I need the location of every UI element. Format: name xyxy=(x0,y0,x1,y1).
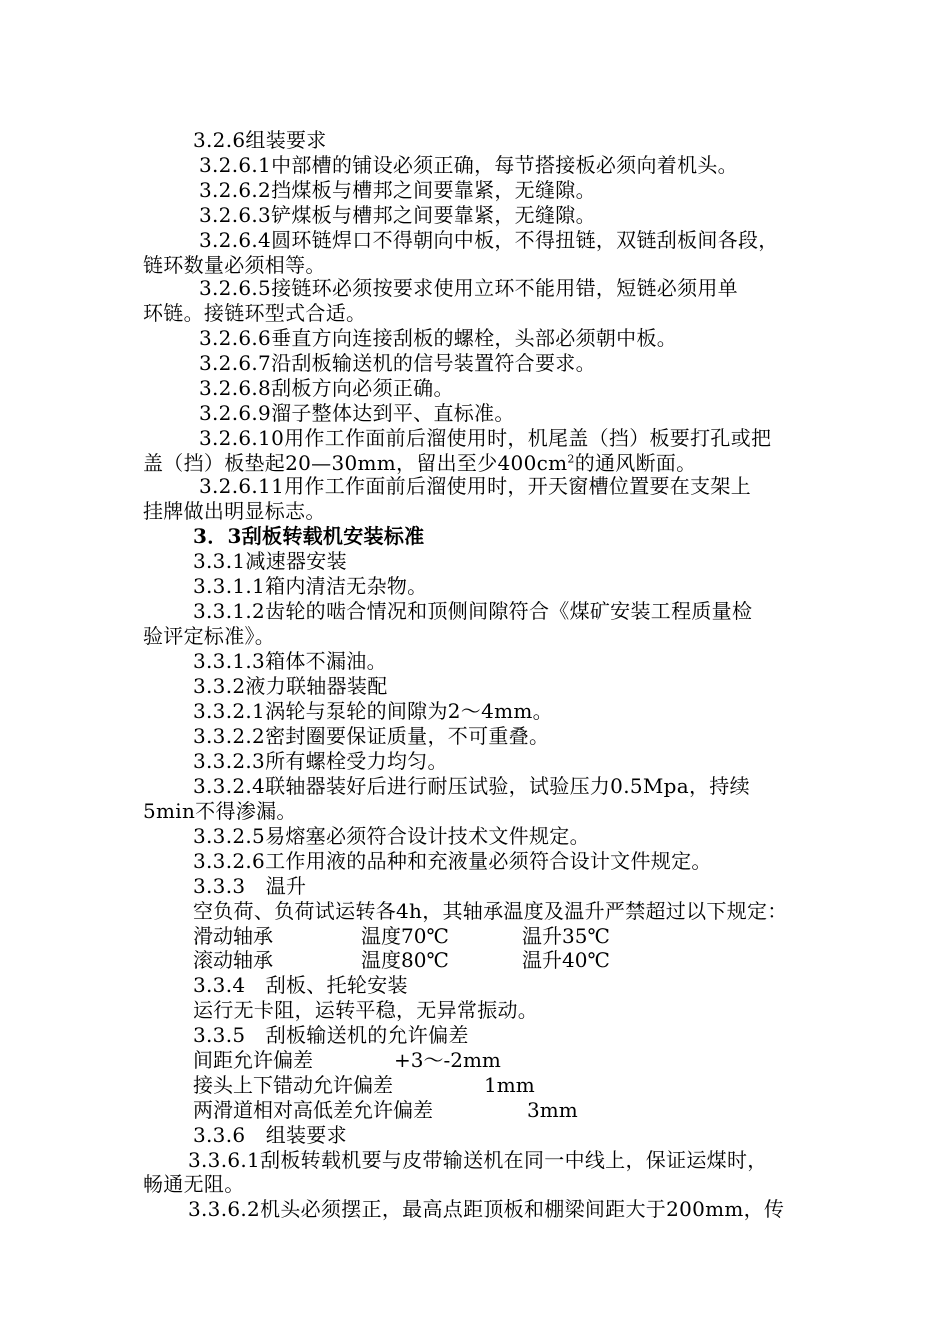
deviation-name: 接头上下错动允许偏差 xyxy=(193,1073,393,1097)
clause-3-3-4-text: 运行无卡阻，运转平稳，无异常振动。 xyxy=(193,998,539,1022)
heading-3-3-4: 3.3.4 刮板、托轮安装 xyxy=(193,973,408,997)
clause-3-2-6-2: 3.2.6.2挡煤板与槽邦之间要靠紧，无缝隙。 xyxy=(199,178,596,202)
heading-3-3-3: 3.3.3 温升 xyxy=(193,874,307,898)
clause-3-3-6-1: 3.3.6.1刮板转载机要与皮带输送机在同一中线上，保证运煤时， xyxy=(188,1148,768,1172)
clause-3-2-6-5-cont: 环链。接链环型式合适。 xyxy=(143,301,367,325)
deviation-name: 两滑道相对高低差允许偏差 xyxy=(193,1098,433,1122)
clause-3-3-1-3: 3.3.1.3箱体不漏油。 xyxy=(193,649,387,673)
clause-3-3-2-4: 3.3.2.4联轴器装好后进行耐压试验，试验压力0.5Mpa，持续 xyxy=(193,774,750,798)
clause-3-2-6-11-cont: 挂牌做出明显标志。 xyxy=(143,499,326,523)
heading-3-3-6: 3.3.6 组装要求 xyxy=(193,1123,347,1147)
clause-3-3-1-2: 3.3.1.2齿轮的啮合情况和顶侧间隙符合《煤矿安装工程质量检 xyxy=(193,599,753,623)
heading-3-3-1: 3.3.1减速器安装 xyxy=(193,549,347,573)
clause-3-3-1-2-cont: 验评定标准》。 xyxy=(143,624,276,648)
bearing-rise: 温升40℃ xyxy=(522,948,610,972)
clause-3-2-6-11: 3.2.6.11用作工作面前后溜使用时，开天窗槽位置要在支架上 xyxy=(199,474,751,498)
clause-3-3-2-3: 3.3.2.3所有螺栓受力均匀。 xyxy=(193,749,448,773)
heading-3-3-2: 3.3.2液力联轴器装配 xyxy=(193,674,388,698)
bearing-temp: 温度70℃ xyxy=(361,924,449,948)
bearing-rise: 温升35℃ xyxy=(522,924,610,948)
clause-3-3-2-5: 3.3.2.5易熔塞必须符合设计技术文件规定。 xyxy=(193,824,590,848)
clause-3-3-2-4-cont: 5min不得渗漏。 xyxy=(143,799,297,823)
clause-3-2-6-1: 3.2.6.1中部槽的铺设必须正确，每节搭接板必须向着机头。 xyxy=(199,153,738,177)
deviation-value: 3mm xyxy=(527,1098,578,1122)
deviation-value: 1mm xyxy=(484,1073,535,1097)
clause-3-3-1-1: 3.3.1.1箱内清洁无杂物。 xyxy=(193,574,428,598)
clause-3-2-6-7: 3.2.6.7沿刮板输送机的信号装置符合要求。 xyxy=(199,351,596,375)
clause-3-3-2-1: 3.3.2.1涡轮与泵轮的间隙为2～4mm。 xyxy=(193,699,553,723)
bearing-temp: 温度80℃ xyxy=(361,948,449,972)
clause-3-2-6-4: 3.2.6.4圆环链焊口不得朝向中板，不得扭链，双链刮板间各段， xyxy=(199,228,779,252)
clause-3-3-2-2: 3.3.2.2密封圈要保证质量，不可重叠。 xyxy=(193,724,550,748)
clause-3-2-6-6: 3.2.6.6垂直方向连接刮板的螺栓，头部必须朝中板。 xyxy=(199,326,678,350)
heading-3-3-5: 3.3.5 刮板输送机的允许偏差 xyxy=(193,1023,469,1047)
clause-3-2-6-5: 3.2.6.5接链环必须按要求使用立环不能用错，短链必须用单 xyxy=(199,276,738,300)
clause-3-3-6-2: 3.3.6.2机头必须摆正，最高点距顶板和棚梁间距大于200mm，传 xyxy=(188,1197,785,1221)
temperature-rule: 空负荷、负荷试运转各4h，其轴承温度及温升严禁超过以下规定： xyxy=(193,899,788,923)
section-heading-3-3: 3．3刮板转载机安装标准 xyxy=(193,524,425,548)
ventilation-text-before: 盖（挡）板垫起20—30mm，留出至少400cm xyxy=(143,451,568,475)
deviation-name: 间距允许偏差 xyxy=(193,1048,313,1072)
bearing-name: 滚动轴承 xyxy=(193,948,273,972)
clause-3-3-6-1-cont: 畅通无阻。 xyxy=(143,1172,245,1196)
clause-3-3-2-6: 3.3.2.6工作用液的品种和充液量必须符合设计文件规定。 xyxy=(193,849,712,873)
clause-3-2-6-4-cont: 链环数量必须相等。 xyxy=(143,253,326,277)
clause-3-2-6-3: 3.2.6.3铲煤板与槽邦之间要靠紧，无缝隙。 xyxy=(199,203,596,227)
ventilation-superscript: 2 xyxy=(567,452,575,466)
clause-3-2-6-9: 3.2.6.9溜子整体达到平、直标准。 xyxy=(199,401,515,425)
deviation-value: +3～-2mm xyxy=(394,1048,501,1072)
ventilation-text-after: 的通风断面。 xyxy=(574,451,697,475)
heading-3-2-6: 3.2.6组装要求 xyxy=(193,128,327,152)
clause-3-2-6-8: 3.2.6.8刮板方向必须正确。 xyxy=(199,376,454,400)
clause-3-2-6-10: 3.2.6.10用作工作面前后溜使用时，机尾盖（挡）板要打孔或把 xyxy=(199,426,772,450)
bearing-name: 滑动轴承 xyxy=(193,924,273,948)
clause-3-2-6-10-cont xyxy=(143,451,697,475)
